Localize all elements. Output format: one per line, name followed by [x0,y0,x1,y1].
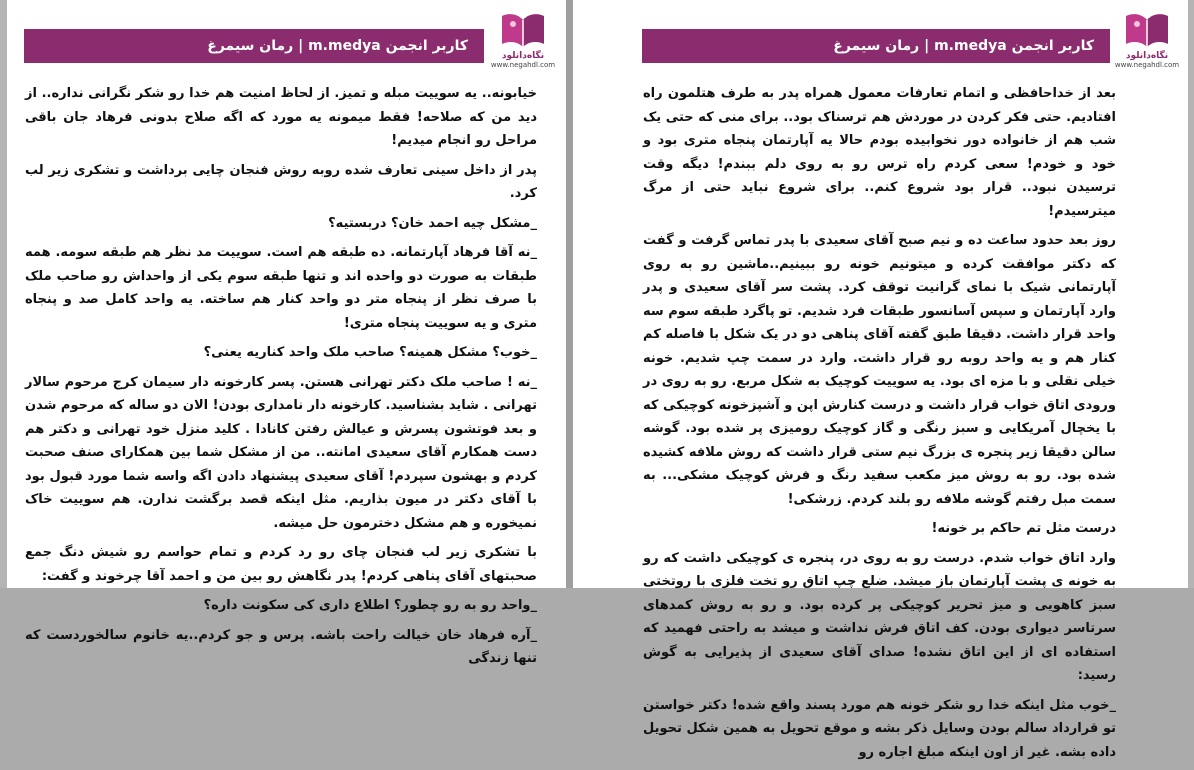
page-gutter [566,0,573,588]
site-logo [1111,10,1183,74]
open-book-icon [500,10,546,50]
page-header-bar [642,29,1110,63]
paragraph: _نه آقا فرهاد آپارتمانه. ده طبقه هم است. سوییت مد نظر هم طبقه سومه. همه طبقات به صورت دو واحده اند و تنها طبقه سوم یکی از واحداش رو صاحب ملک با صرف نظر از پنجاه متر دو واحد کنار هم ساخته. یه واحد کامل صد و پنجاه متری و یه سوییت پنجاه متری! [25,245,537,331]
paragraph: روز بعد حدود ساعت ده و نیم صبح آقای سعیدی با پدر تماس گرفت و گفت که دکتر موافقت کرده و میتونیم خونه رو ببینیم..ماشین رو به روی آپارتمانی شیک با نمای گرانیت توقف کرد. پشت سر آقای سعیدی و پدر وارد آپارتمان و سپس آسانسور طبقات فرد شدیم. تو پاگرد طبقه سوم سه واحد قرار داشت. دقیقا طبق گفته آقای پناهی دو در یک شکل با فاصله کم کنار هم و یه واحد روبه رو قرار داشت. وارد در سمت چپ شدیم. خونه خیلی نقلی و با مزه ای بود. یه سوییت کوچیک به شکل مربع. رو به روی در ورودی اتاق خواب قرار داشت و درست کنارش اپن و آشپزخونه کوچیکی که با یخچال آمریکایی و سبز رنگی و گاز کوچیک رومیزی پر شده بود. گوشه سالن دقیقا زیر پنجره ی بزرگ نیم ستی قرار داشت که روش ملافه کشیده شده بود. رو به روش میز مکعب سفید رنگ و فرش کوچیک مشکی... به سمت مبل رفتم گوشه ملافه رو بلند کردم. زرشکی! [643,233,1116,507]
page-text-left [25,82,537,677]
header-title: رمان سیمرغ | m.medya کاربر انجمن [207,38,468,54]
logo-url: www.negahdl.com [1114,61,1180,69]
page-left [7,0,566,666]
page-header-bar [24,29,484,63]
paragraph: درست مثل تم حاکم بر خونه! [931,521,1116,536]
open-book-icon [1124,10,1170,50]
paragraph: _نه ! صاحب ملک دکتر تهرانی هستن. پسر کارخونه دار سیمان کرج مرحوم سالار تهرانی . شاید بشناسید. کارخونه دار نامداری بودن! الان دو ساله که مرحوم شدن و بعد فوتشون پسرش و عیالش رفتن کانادا . کلید منزل خود تهرانی و دکتر هم دست همکارم آقای سعیدی امانته.. من از مشکل شما بین همکارای صنف صحبت کردم و بهشون سپردم! آقای سعیدی پیشنهاد دادن اگه واسه شما مورد قبول بود با آقای دکتر در میون بذاریم. مثل اینکه قصد برگشت ندارن. هم سوییت خاک نمیخوره و هم مشکل دخترمون حل میشه. [25,374,537,531]
paragraph: _مشکل چیه احمد خان؟ دربستیه؟ [328,215,537,231]
paragraph: وارد اتاق خواب شدم. درست رو به روی در، پنجره ی کوچیکی داشت که رو به خونه ی پشت آپارتمان باز میشد. ضلع چپ اتاق رو تخت فلزی با روتختی سبز کاهویی و میز تحریر کوچیکی پر کرده بود. و رو به روش کمدهای سرتاسر دیواری بودن. کف اتاق فرش نداشت و میشد به راحتی فهمید که استفاده ای از این اتاق نشده! صدای آقای سعیدی از پذیرایی به گوش رسید: [643,550,1116,683]
paragraph: _خوب؟ مشکل همینه؟ صاحب ملک واحد کناریه یعنی؟ [203,345,537,360]
logo-url: www.negahdl.com [490,61,556,69]
logo-name: نگاه‌دانلود [501,51,545,61]
page-right [573,0,1188,760]
paragraph: _واحد رو به رو چطور؟ اطلاع داری کی سکونت داره؟ [203,598,537,613]
paragraph: پدر از داخل سینی تعارف شده روبه روش فنجان چایی برداشت و تشکری زیر لب کرد. [25,162,537,201]
paragraph: با تشکری زیر لب فنجان چای رو رد کردم و تمام حواسم رو شیش دنگ جمع صحبتهای آقای پناهی کردم! پدر نگاهش رو بین من و احمد آقا چرخوند و گفت: [25,545,537,584]
page-text-right [643,82,1116,770]
site-logo [487,10,559,74]
paragraph: بعد از خداحافظی و اتمام تعارفات معمول همراه پدر به طرف هتلمون راه افتادیم. حتی فکر کردن در موردش هم ترسناک بود.. برای منی که حتی یک شب هم از خانواده دور نخوابیده بودم حالا یه آپارتمان پنجاه متری بود و خود و خودم! سعی کردم راه ترس رو به روی دلم ببندم! دیگه وقت ترسیدن نبود.. قرار بود شروع کنم.. برای شروع نباید حتی از مرگ میترسیدم! [643,86,1116,219]
header-title: رمان سیمرغ | m.medya کاربر انجمن [833,38,1094,54]
paragraph: _خوب مثل اینکه خدا رو شکر خونه هم مورد پسند واقع شده! دکتر خواستن تو قرارداد سالم بودن وسایل ذکر بشه و موقع تحویل به همین شکل تحویل داده بشه. غیر از اون اینکه مبلغ اجاره رو [643,697,1116,760]
logo-name: نگاه‌دانلود [1125,51,1169,61]
paragraph: خیابونه.. یه سوییت مبله و تمیز. از لحاظ امنیت هم خدا رو شکر نگرانی نداره.. از دید من که صلاحه! فقط میمونه یه مورد که اگه صلاح بدونی فرهاد جان باقی مراحل رو انجام میدیم! [25,86,537,148]
paragraph: _آره فرهاد خان خیالت راحت باشه. پرس و جو کردم..یه خانوم سالخوردست که تنها زندگی [25,627,537,666]
